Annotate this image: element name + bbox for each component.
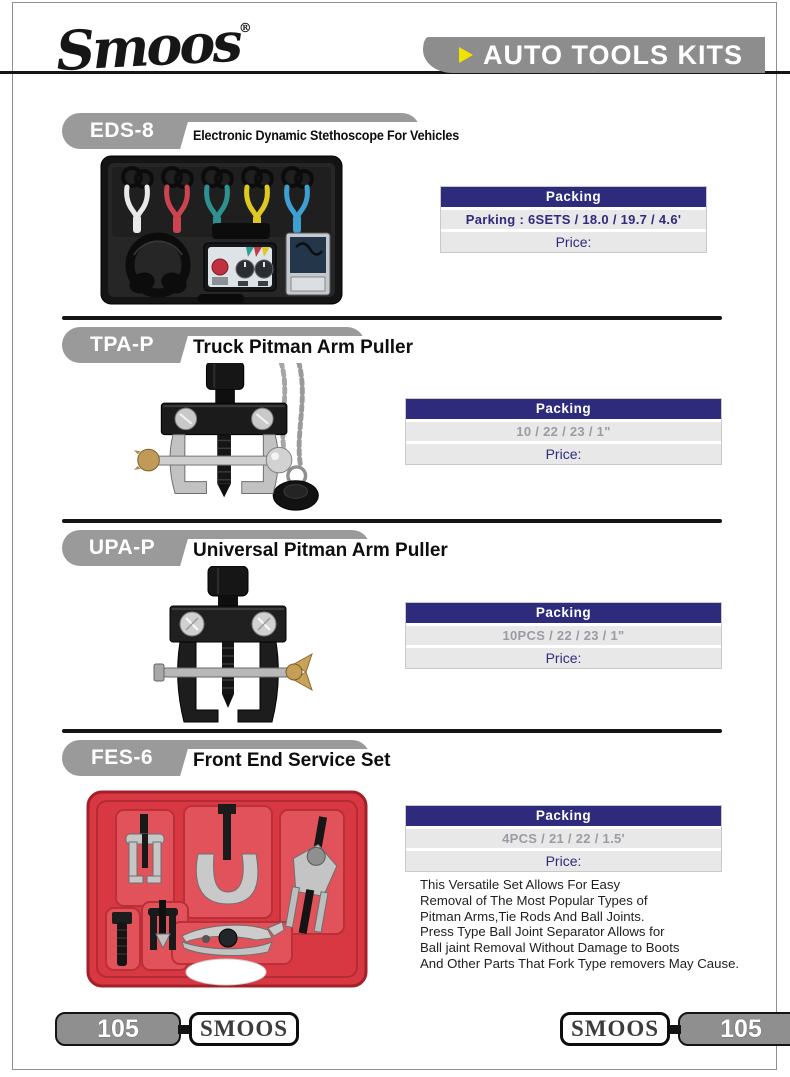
arrow-triangle-icon xyxy=(459,47,473,63)
footer-badge-right xyxy=(560,1012,790,1046)
packing-table-eds8 xyxy=(440,186,707,253)
price-row: Price: xyxy=(406,648,721,668)
section-divider xyxy=(62,316,722,320)
packing-header: Packing xyxy=(441,187,706,207)
product-title: Electronic Dynamic Stethoscope For Vehicles xyxy=(193,127,460,143)
footer-brand: SMOOS xyxy=(189,1012,299,1046)
banner-title: AUTO TOOLS KITS xyxy=(483,39,744,70)
description-line: Removal of The Most Popular Types of xyxy=(420,892,648,908)
section-divider xyxy=(62,519,722,523)
packing-table-tpap xyxy=(405,398,722,465)
page-number: 105 xyxy=(55,1012,181,1046)
product-title: Universal Pitman Arm Puller xyxy=(193,540,448,561)
price-row: Price: xyxy=(406,444,721,464)
price-row: Price: xyxy=(406,851,721,871)
model-code: UPA-P xyxy=(88,536,156,559)
model-code: FES-6 xyxy=(90,746,153,769)
product-title: Truck Pitman Arm Puller xyxy=(193,337,413,358)
description-line: Pitman Arms,Tie Rods And Ball Joints. xyxy=(420,908,645,924)
product-description xyxy=(420,877,739,972)
description-line: Ball jaint Removal Without Damage to Boots xyxy=(420,940,680,956)
packing-header: Packing xyxy=(406,399,721,419)
brand-name: Smoos xyxy=(54,9,242,84)
brand-logo xyxy=(54,9,254,83)
description-line: And Other Parts That Fork Type removers May Cause. xyxy=(420,955,740,971)
price-row: Price: xyxy=(441,232,706,252)
upa-p-universal-pitman-arm-puller-photo xyxy=(144,562,314,730)
packing-value: 4PCS / 21 / 22 / 1.5' xyxy=(406,829,721,848)
product-title: Front End Service Set xyxy=(193,750,391,771)
section-divider xyxy=(62,729,722,733)
packing-table-fes6 xyxy=(405,805,722,872)
packing-value: 10 / 22 / 23 / 1" xyxy=(406,422,721,441)
packing-header: Packing xyxy=(406,806,721,826)
eds8-stethoscope-kit-photo xyxy=(100,155,343,305)
model-code: TPA-P xyxy=(90,333,154,356)
footer-badge-left xyxy=(55,1012,299,1046)
category-banner xyxy=(423,37,765,73)
packing-value: 10PCS / 22 / 23 / 1" xyxy=(406,626,721,645)
registered-mark: ® xyxy=(238,20,253,37)
model-code: EDS-8 xyxy=(89,119,155,142)
fes6-front-end-service-set-photo xyxy=(86,790,368,988)
packing-header: Packing xyxy=(406,603,721,623)
tpa-p-truck-pitman-arm-puller-photo xyxy=(131,360,329,517)
description-line: Press Type Ball Joint Separator Allows for xyxy=(420,924,665,940)
description-line: This Versatile Set Allows For Easy xyxy=(420,877,621,892)
packing-table-upap xyxy=(405,602,722,669)
footer-brand: SMOOS xyxy=(560,1012,670,1046)
page-number: 105 xyxy=(678,1012,790,1046)
packing-value: Parking : 6SETS / 18.0 / 19.7 / 4.6' xyxy=(441,210,706,229)
